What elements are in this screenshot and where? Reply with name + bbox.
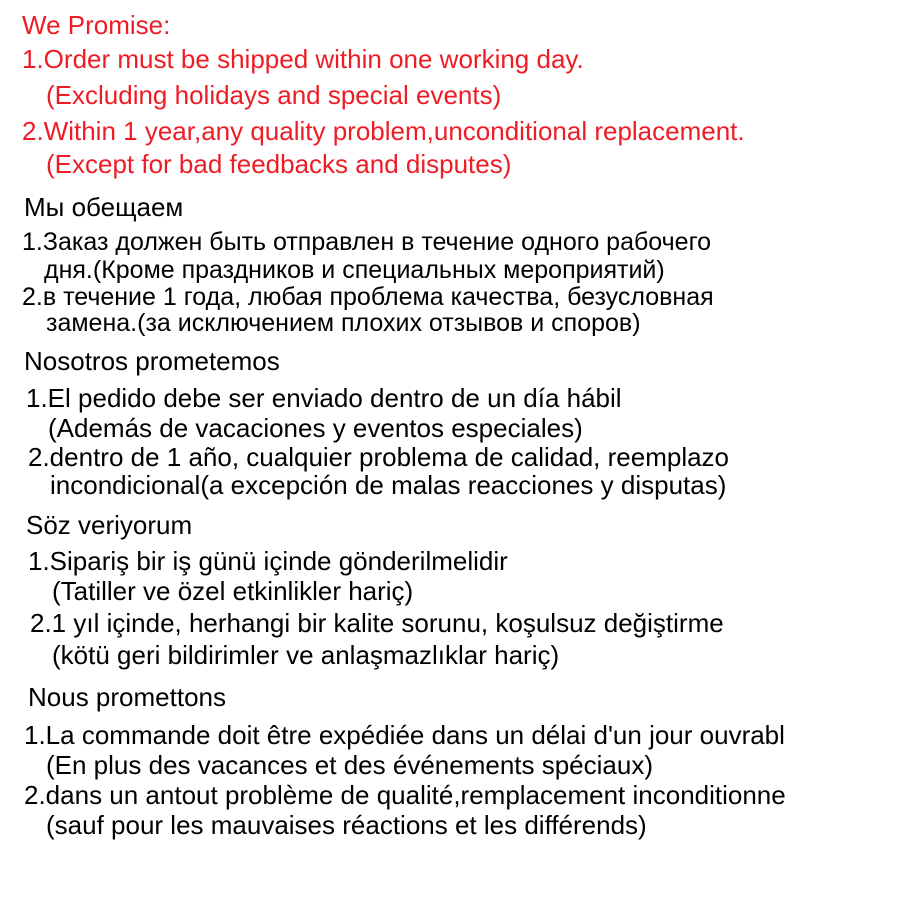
turkish-promise-1: 1.Sipariş bir iş günü içinde gönderilmelidir — [28, 546, 508, 576]
spanish-promise-2: 2.dentro de 1 año, cualquier problema de calidad, reemplazo — [28, 442, 730, 472]
turkish-promise-2: 2.1 yıl içinde, herhangi bir kalite sorunu, koşulsuz değiştirme — [30, 608, 724, 638]
french-promise-2-note: (sauf pour les mauvaises réactions et les différends) — [46, 810, 647, 840]
english-promise-2: 2.Within 1 year,any quality problem,unconditional replacement. — [22, 116, 745, 146]
russian-promise-2-line-1: 2.в течение 1 года, любая проблема качества, безусловная — [22, 283, 714, 311]
russian-promise-1-line-1: 1.Заказ должен быть отправлен в течение одного рабочего — [22, 228, 712, 256]
english-promise-1-note: (Excluding holidays and special events) — [46, 80, 502, 110]
spanish-promise-2-note: incondicional(a excepción de malas reacciones y disputas) — [50, 470, 727, 500]
french-promise-1: 1.La commande doit être expédiée dans un délai d'un jour ouvrabl — [24, 720, 785, 750]
turkish-heading: Söz veriyorum — [26, 510, 193, 540]
russian-promise-2-line-2: замена.(за исключением плохих отзывов и споров) — [46, 309, 641, 337]
russian-heading: Мы обещаем — [24, 192, 184, 222]
french-promise-1-note: (En plus des vacances et des événements spéciaux) — [46, 750, 654, 780]
turkish-promise-2-note: (kötü geri bildirimler ve anlaşmazlıklar hariç) — [52, 640, 560, 670]
spanish-heading: Nosotros prometemos — [24, 346, 280, 376]
russian-promise-1-line-2: дня.(Кроме праздников и специальных мероприятий) — [44, 256, 665, 284]
english-heading: We Promise: — [22, 10, 171, 40]
english-promise-1: 1.Order must be shipped within one working day. — [22, 44, 584, 74]
spanish-promise-1-note: (Además de vacaciones y eventos especiales) — [48, 413, 583, 443]
french-heading: Nous promettons — [28, 682, 226, 712]
turkish-promise-1-note: (Tatiller ve özel etkinlikler hariç) — [52, 576, 414, 606]
french-promise-2: 2.dans un antout problème de qualité,remplacement inconditionne — [24, 780, 786, 810]
spanish-promise-1: 1.El pedido debe ser enviado dentro de un día hábil — [26, 383, 622, 413]
english-promise-2-note: (Except for bad feedbacks and disputes) — [46, 149, 512, 179]
